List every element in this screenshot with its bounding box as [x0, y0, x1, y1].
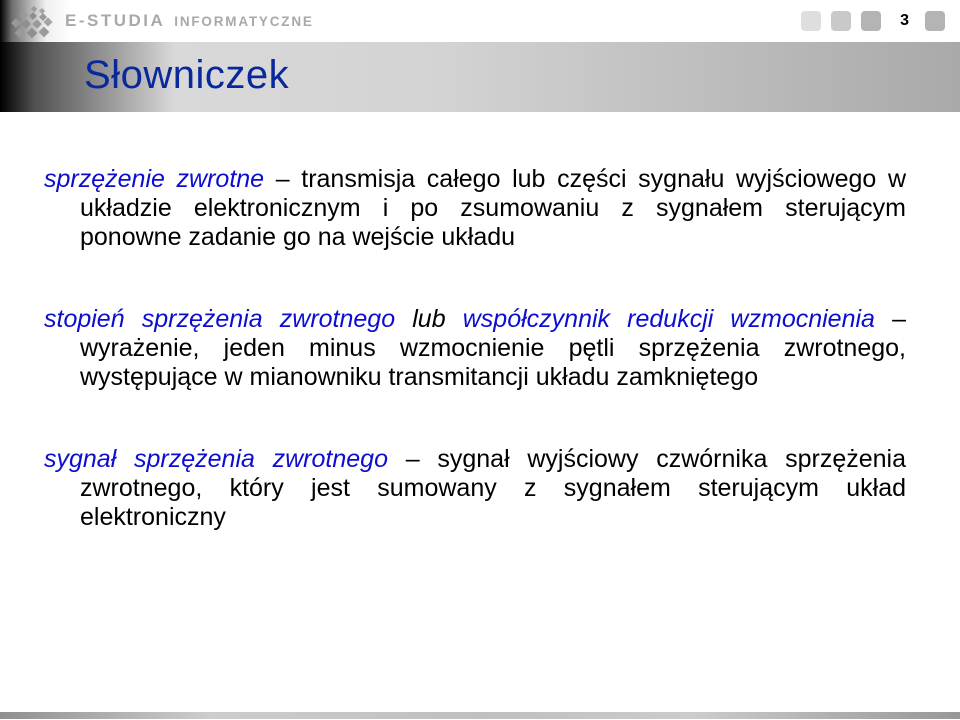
slide-title: Słowniczek	[84, 52, 290, 97]
footer-bar	[0, 712, 960, 719]
glossary-term-alt: współczynnik redukcji wzmocnienia	[462, 305, 875, 333]
title-bar	[0, 42, 960, 112]
brand-secondary-label: INFORMATYCZNE	[174, 14, 314, 29]
glossary-conjunction: lub	[395, 305, 463, 333]
brand-primary-label: E-STUDIA	[65, 11, 166, 30]
decorative-square-4	[925, 11, 945, 31]
decorative-square-2	[831, 11, 851, 31]
glossary-connector: –	[387, 445, 438, 473]
glossary-definition: transmisja całego lub części sygnału wyjściowego w układzie elektronicznym i po zsumowaniu z sygnałem sterującym ponowne zadanie go na wejście układu	[80, 165, 907, 251]
page-number: 3	[900, 12, 909, 29]
decorative-square-3	[861, 11, 881, 31]
glossary-entry-2	[44, 305, 906, 392]
glossary-definition: sygnał wyjściowy czwórnika sprzężenia zwrotnego, który jest sumowany z sygnałem sterującym układ elektroniczny	[80, 445, 906, 531]
brand-text	[65, 11, 314, 31]
glossary-term: stopień sprzężenia zwrotnego	[44, 305, 396, 333]
glossary-term: sygnał sprzężenia zwrotnego	[44, 445, 388, 473]
glossary-connector: –	[874, 305, 906, 333]
header	[0, 0, 960, 42]
decorative-square-1	[801, 11, 821, 31]
slide-content	[44, 165, 906, 585]
glossary-entry-3	[44, 445, 906, 532]
glossary-entry-1	[44, 165, 906, 252]
glossary-definition: wyrażenie, jeden minus wzmocnienie pętli sprzężenia zwrotnego, występujące w mianowniku transmitancji układu zamkniętego	[80, 334, 906, 391]
glossary-connector: –	[264, 165, 302, 193]
logo	[0, 2, 314, 41]
glossary-term: sprzężenie zwrotne	[44, 165, 265, 193]
header-right	[801, 11, 960, 31]
tiles-logo-icon	[7, 5, 57, 41]
